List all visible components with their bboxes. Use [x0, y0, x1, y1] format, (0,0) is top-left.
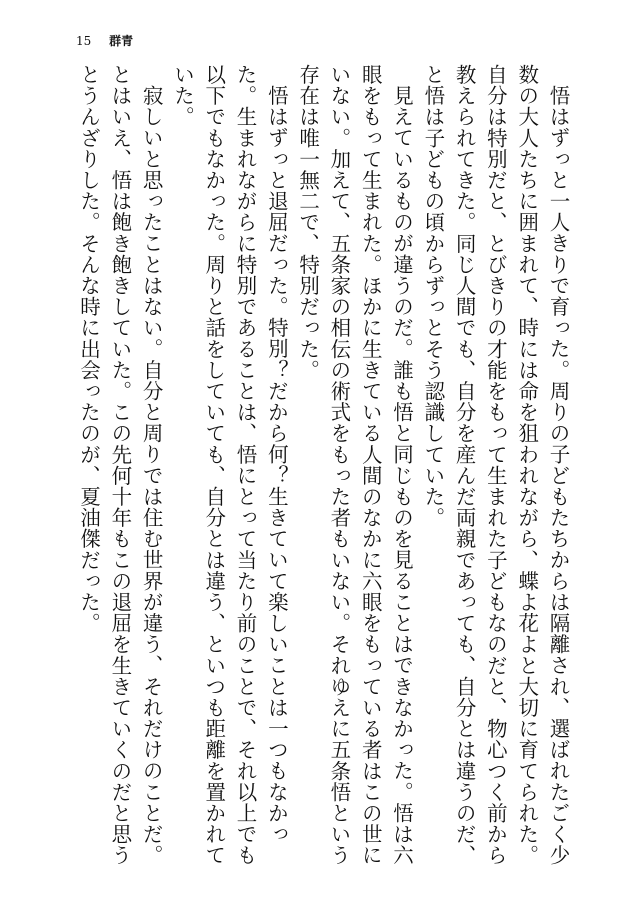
vertical-body-text	[73, 64, 573, 884]
page-header	[76, 33, 133, 49]
page-number: 15	[76, 34, 92, 48]
paragraph-1: 悟はずっと一人きりで育った。周りの子どもたちからは隔離され、選ばれたごく少数の大人たちに囲まれて、時には命を狙われながら、蝶よ花よと大切に育てられた。自分は特別だと、とびきりの才能をもって生まれた子どもなのだと、物心つく前から教えられてきた。同じ人間でも、自分を産んだ両親であっても、自分とは違うのだ、と悟は子どもの頃からずっとそう認識していた。	[420, 64, 570, 866]
paragraph-4: 寂しいと思ったことはない。自分と周りでは住む世界が違う、それだけのことだ。とはいえ、悟は飽き飽きしていた。この先何十年もこの退屈を生きていくのだと思うとうんざりした。そんな時に出会ったのが、夏油傑だった。	[76, 64, 164, 866]
running-title: 群青	[109, 34, 134, 48]
paragraph-2: 見えているものが違うのだ。誰も悟と同じものを見ることはできなかった。悟は六眼をもって生まれた。ほかに生きている人間のなかに六眼をもっている者はこの世にいない。加えて、五条家の相伝の術式をもった者もいない。それゆえに五条悟という存在は唯一無二で、特別だった。	[295, 64, 414, 866]
paragraph-3: 悟はずっと退屈だった。特別？だから何？生きていて楽しいことは一つもなかった。生まれながらに特別であることは、悟にとって当たり前のことで、それ以上でも以下でもなかった。周りと話をしていても、自分とは違う、といつも距離を置かれていた。	[170, 64, 289, 866]
